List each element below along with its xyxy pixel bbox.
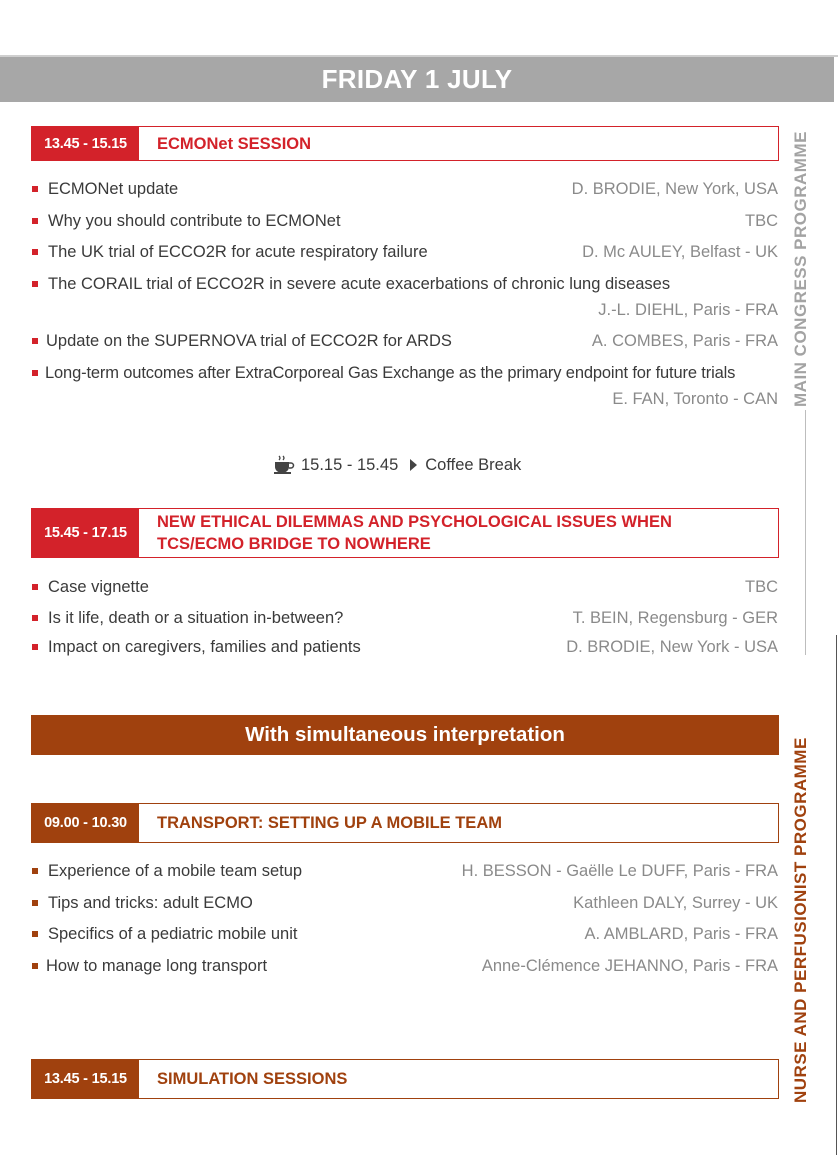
speaker: TBC — [745, 212, 778, 230]
list-item — [32, 211, 778, 233]
bullet-icon — [32, 900, 38, 906]
session-title-line: NEW ETHICAL DILEMMAS AND PSYCHOLOGICAL ISSUES WHEN — [157, 513, 672, 531]
bullet-icon — [32, 338, 38, 344]
interpretation-banner: With simultaneous interpretation — [31, 715, 779, 755]
coffee-break-label: Coffee Break — [425, 455, 522, 474]
talk-title: Long-term outcomes after ExtraCorporeal Gas Exchange as the primary endpoint for future trials — [45, 364, 736, 382]
day-banner: FRIDAY 1 JULY — [0, 57, 834, 102]
list-item — [32, 893, 778, 915]
main-congress-side-label: MAIN CONGRESS PROGRAMME — [791, 131, 810, 407]
bullet-icon — [32, 249, 38, 255]
speaker: A. AMBLARD, Paris - FRA — [584, 925, 778, 943]
speaker: D. BRODIE, New York - USA — [566, 638, 778, 656]
bullet-icon — [32, 584, 38, 590]
speaker: J.-L. DIEHL, Paris - FRA — [598, 301, 778, 319]
bullet-icon — [32, 963, 38, 969]
main-side-rule — [805, 410, 806, 655]
coffee-break — [273, 455, 521, 475]
list-item — [32, 242, 778, 264]
bullet-icon — [32, 615, 38, 621]
list-item — [32, 179, 778, 201]
speaker: E. FAN, Toronto - CAN — [612, 390, 778, 408]
talk-title: Experience of a mobile team setup — [48, 862, 303, 880]
list-item — [32, 363, 778, 411]
list-item — [32, 924, 778, 946]
bullet-icon — [32, 370, 38, 376]
bullet-icon — [32, 868, 38, 874]
session-time: 13.45 - 15.15 — [32, 127, 139, 160]
session-title: TRANSPORT: SETTING UP A MOBILE TEAM — [157, 814, 502, 832]
nurse-side-rule — [836, 635, 837, 1155]
speaker: Kathleen DALY, Surrey - UK — [573, 894, 778, 912]
speaker: T. BEIN, Regensburg - GER — [572, 609, 778, 627]
list-item — [32, 608, 778, 630]
list-item — [32, 637, 778, 659]
talk-title: ECMONet update — [48, 180, 179, 198]
list-item — [32, 956, 778, 978]
list-item — [32, 331, 778, 353]
nurse-programme-side-label: NURSE AND PERFUSIONIST PROGRAMME — [791, 737, 810, 1103]
session-time: 15.45 - 17.15 — [32, 509, 139, 557]
session-title: SIMULATION SESSIONS — [157, 1070, 348, 1088]
talk-title: Is it life, death or a situation in-between? — [48, 609, 344, 627]
list-item — [32, 861, 778, 883]
session-header-ethical-dilemmas — [31, 508, 779, 558]
talk-title: The CORAIL trial of ECCO2R in severe acute exacerbations of chronic lung diseases — [48, 275, 671, 293]
talk-title: Specifics of a pediatric mobile unit — [48, 925, 298, 943]
session-header-transport — [31, 803, 779, 843]
session-header-simulation — [31, 1059, 779, 1099]
speaker: TBC — [745, 578, 778, 596]
bullet-icon — [32, 644, 38, 650]
speaker: H. BESSON - Gaëlle Le DUFF, Paris - FRA — [461, 862, 778, 880]
list-item — [32, 274, 778, 322]
session-title: ECMONet SESSION — [157, 134, 312, 153]
talk-title: The UK trial of ECCO2R for acute respiratory failure — [48, 243, 428, 261]
list-item — [32, 577, 778, 599]
talk-title: Impact on caregivers, families and patients — [48, 638, 361, 656]
coffee-cup-icon — [273, 455, 297, 475]
bullet-icon — [32, 218, 38, 224]
talk-title: Why you should contribute to ECMONet — [48, 212, 341, 230]
talk-title: Case vignette — [48, 578, 149, 596]
speaker: D. Mc AULEY, Belfast - UK — [582, 243, 778, 261]
session-title-line: TCS/ECMO BRIDGE TO NOWHERE — [157, 535, 431, 553]
speaker: D. BRODIE, New York, USA — [571, 180, 778, 198]
speaker: Anne-Clémence JEHANNO, Paris - FRA — [481, 957, 778, 975]
session-time: 13.45 - 15.15 — [32, 1060, 139, 1098]
talk-title: Update on the SUPERNOVA trial of ECCO2R for ARDS — [46, 332, 452, 350]
session-title — [139, 509, 672, 557]
bullet-icon — [32, 186, 38, 192]
talk-title: Tips and tricks: adult ECMO — [48, 894, 253, 912]
bullet-icon — [32, 931, 38, 937]
session-header-ecmonet — [31, 126, 779, 161]
speaker: A. COMBES, Paris - FRA — [591, 332, 778, 350]
arrow-right-icon — [410, 459, 417, 471]
session-time: 09.00 - 10.30 — [32, 804, 139, 842]
coffee-break-time: 15.15 - 15.45 — [301, 455, 399, 474]
bullet-icon — [32, 281, 38, 287]
talk-title: How to manage long transport — [46, 957, 268, 975]
